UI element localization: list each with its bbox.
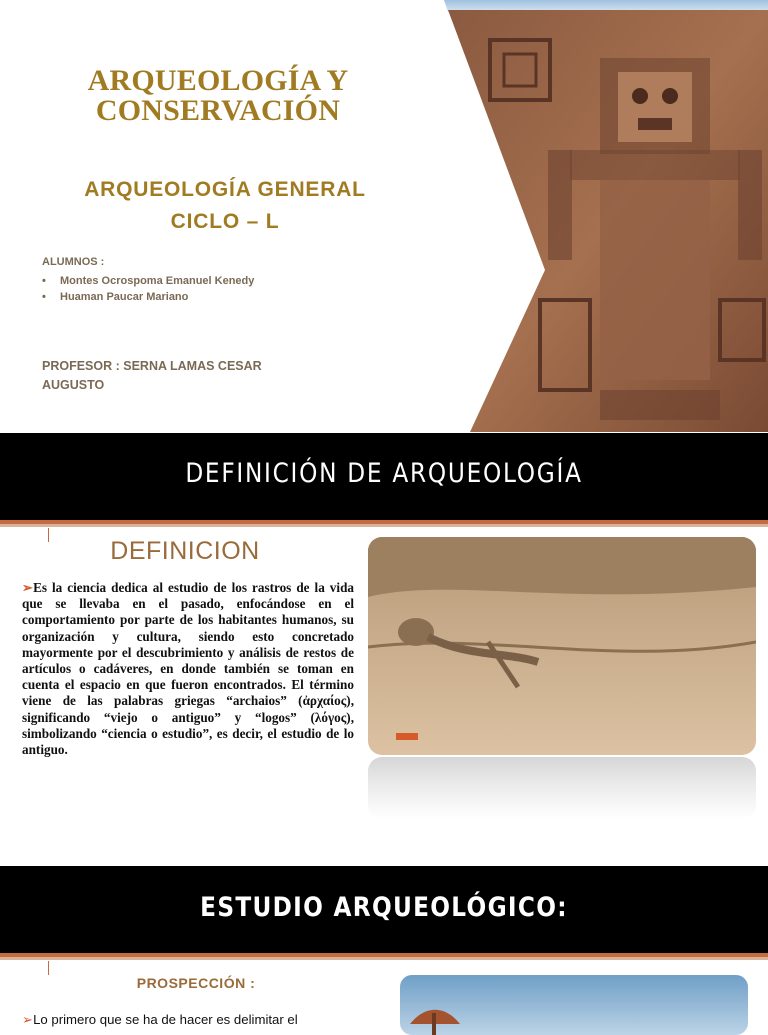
students-list — [42, 273, 254, 305]
subtitle-line-2: CICLO – L — [170, 210, 280, 233]
students-label: ALUMNOS : — [42, 256, 105, 268]
student-item: • Montes Ocrospoma Emanuel Kenedy — [42, 273, 254, 289]
prospection-text: Lo primero que se ha de hacer es delimitar el — [33, 1012, 298, 1027]
presentation-subtitle — [0, 174, 450, 238]
presentation-title — [0, 66, 436, 126]
accent-tick — [48, 961, 49, 975]
title-line-1: ARQUEOLOGÍA Y — [87, 64, 349, 97]
arrow-bullet-icon: ➢ — [22, 580, 34, 595]
prospection-paragraph — [22, 1012, 362, 1028]
student-item: • Huaman Paucar Mariano — [42, 289, 254, 305]
definition-text: Es la ciencia dedica al estudio de los rastros de la vida que se llevaba en el pasado, enfocándose en el comportamiento por parte de los habitantes humanos, su organización y cultura, siendo esto concretado mayormente por el descubrimiento y análisis de restos de artículos o cadáveres, en donde también se toman en cuenta el espacio en que fueron encontrados. El término viene de las palabras griegas “archaios” (ἀρχαίος), significando “viejo o antiguo” y “logos” (λόγος), simbolizando “ciencia o estudio”, es decir, el estudio de lo antiguo. — [22, 580, 354, 758]
professor-line-1: PROFESOR : SERNA LAMAS CESAR — [42, 359, 262, 373]
excavation-photo — [368, 537, 756, 755]
definition-heading: DEFINICION — [110, 537, 260, 565]
accent-band-light — [0, 957, 768, 960]
title-slide — [0, 0, 768, 432]
prospection-heading: PROSPECCIÓN : — [136, 975, 256, 991]
study-banner-title: ESTUDIO ARQUEOLÓGICO: — [200, 892, 568, 923]
professor-line-2: AUGUSTO — [42, 378, 105, 392]
definition-paragraph — [22, 580, 354, 758]
prospection-photo — [400, 975, 748, 1035]
accent-band-light — [0, 524, 768, 527]
photo-reflection — [368, 757, 756, 819]
subtitle-line-1: ARQUEOLOGÍA GENERAL — [84, 178, 366, 201]
title-line-2: CONSERVACIÓN — [95, 94, 341, 127]
definition-banner-title: DEFINICIÓN DE ARQUEOLOGÍA — [185, 458, 583, 489]
arrow-bullet-icon: ➢ — [22, 1012, 34, 1027]
professor-name — [42, 357, 304, 395]
